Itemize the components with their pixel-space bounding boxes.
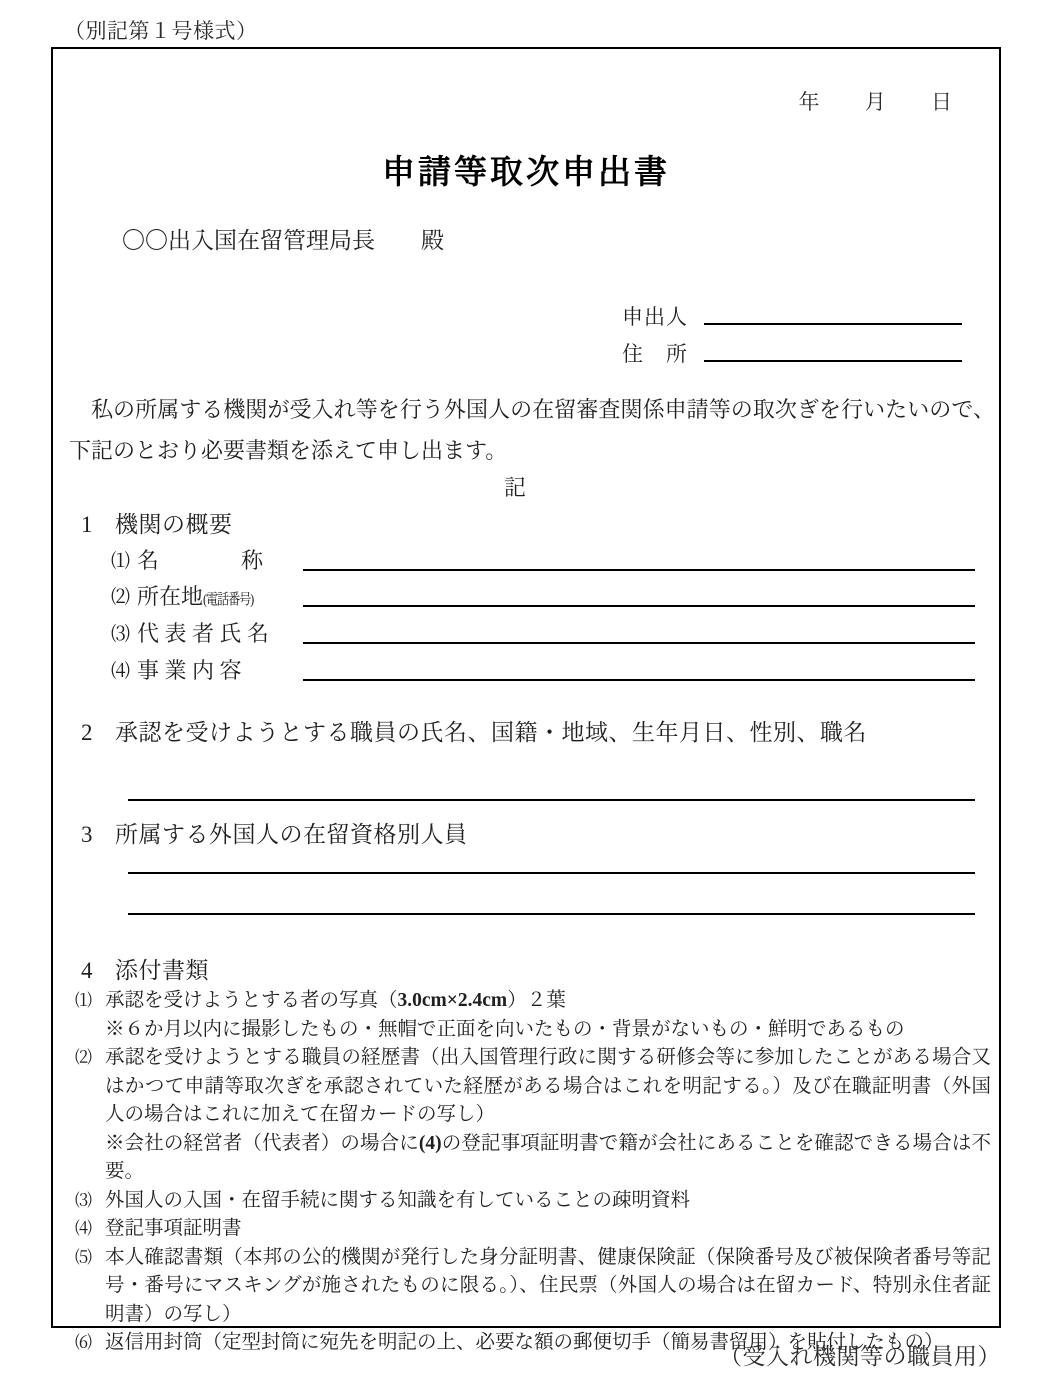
org-field-address-number: ⑵ bbox=[111, 587, 131, 609]
section-3-number: 3 bbox=[81, 822, 93, 847]
section-4-heading bbox=[81, 952, 209, 985]
section-3-input-rule-1[interactable] bbox=[128, 872, 975, 874]
attachment-item-1-marker: ⑴ bbox=[75, 991, 92, 1010]
org-field-name-label bbox=[137, 548, 303, 574]
section-4-title: 添付書類 bbox=[115, 958, 209, 983]
applicant-address-label: 住 所 bbox=[622, 341, 688, 366]
org-field-representative bbox=[111, 613, 975, 647]
date-year-label: 年 bbox=[798, 90, 821, 114]
org-field-address-input-rule[interactable] bbox=[303, 605, 975, 607]
org-field-business-label: 事 業 内 容 bbox=[137, 657, 242, 683]
org-field-address-phone-hint: (電話番号) bbox=[203, 591, 254, 608]
org-field-address-label bbox=[137, 584, 303, 610]
org-field-business-input-rule[interactable] bbox=[303, 679, 975, 681]
applicant-address-input-rule[interactable] bbox=[704, 360, 962, 362]
applicant-address-row bbox=[622, 329, 962, 366]
section-4-number: 4 bbox=[81, 958, 93, 983]
attachment-item-2 bbox=[75, 1044, 991, 1130]
attachment-list bbox=[75, 987, 991, 1358]
date-day-label: 日 bbox=[931, 90, 953, 114]
section-1-title: 機関の概要 bbox=[115, 512, 233, 537]
attachment-note-1: ※６か月以内に撮影したもの・無帽で正面を向いたもの・背景がないもの・鮮明であるもの bbox=[105, 1018, 905, 1040]
applicant-name-row bbox=[622, 292, 962, 329]
applicant-block bbox=[622, 292, 962, 366]
attachment-item-1-suffix: ）２葉 bbox=[507, 990, 566, 1011]
org-field-representative-input-rule[interactable] bbox=[303, 642, 975, 644]
attachment-item-4-text: 登記事項証明書 bbox=[105, 1218, 242, 1239]
attachment-item-5 bbox=[75, 1244, 991, 1330]
attachment-item-6-marker: ⑹ bbox=[75, 1333, 92, 1352]
org-field-address bbox=[111, 576, 975, 610]
attachment-note-2-reference: (4) bbox=[418, 1132, 442, 1154]
section-1-number: 1 bbox=[81, 512, 93, 537]
section-1-heading bbox=[81, 506, 233, 539]
attachment-note-2-suffix: の登記事項証明書で籍が会社にあることを確認できる場合は不要。 bbox=[105, 1132, 991, 1182]
page-title: 申請等取次申出書 bbox=[382, 152, 670, 191]
body-paragraph: 私の所属する機関が受入れ等を行う外国人の在留審査関係申請等の取次ぎを行いたいので、下記のとおり必要書類を添えて申し出ます。 bbox=[69, 397, 995, 463]
section-2-number: 2 bbox=[81, 720, 93, 745]
attachment-item-6-text: 返信用封筒（定型封筒に宛先を明記の上、必要な額の郵便切手（簡易書留用）を貼付したもの） bbox=[105, 1332, 944, 1353]
org-field-name-label-a: 名 bbox=[137, 547, 241, 573]
section-2-title: 承認を受けようとする職員の氏名、国籍・地域、生年月日、性別、職名 bbox=[115, 720, 867, 745]
org-field-name-input-rule[interactable] bbox=[303, 569, 975, 571]
org-field-name-number: ⑴ bbox=[111, 551, 131, 573]
attachment-item-1 bbox=[75, 987, 991, 1016]
attachment-item-5-text: 本人確認書類（本邦の公的機関が発行した身分証明書、健康保険証（保険番号及び被保険者番号等記号・番号にマスキングが施されたものに限る。）、住民票（外国人の場合は在留カード、特別永住者証明書）の写し） bbox=[105, 1246, 991, 1325]
org-field-address-label-main: 所在地 bbox=[137, 583, 204, 609]
form-sheet-content bbox=[53, 49, 999, 1353]
attachment-item-1-photo-size: 3.0cm×2.4cm bbox=[397, 990, 508, 1011]
attachment-item-2-marker: ⑵ bbox=[75, 1048, 92, 1067]
ki-mark: 記 bbox=[503, 475, 526, 500]
footer-note: （受入れ機関等の職員用） bbox=[719, 1344, 1001, 1369]
attachment-item-3-marker: ⑶ bbox=[75, 1190, 92, 1210]
attachment-item-3-text: 外国人の入国・在留手続に関する知識を有していることの疎明資料 bbox=[105, 1189, 691, 1211]
date-line bbox=[799, 86, 954, 116]
attachment-note-2 bbox=[75, 1130, 991, 1187]
attachment-item-3 bbox=[75, 1187, 991, 1216]
form-code-label: （別記第１号様式） bbox=[64, 19, 258, 43]
attachment-note-2-prefix: ※会社の経営者（代表者）の場合に bbox=[105, 1132, 419, 1154]
section-3-heading bbox=[81, 816, 468, 849]
attachment-item-2-text: 承認を受けようとする職員の経歴書（出入国管理行政に関する研修会等に参加したことがある場合又はかつて申請等取次ぎを承認されていた経歴がある場合はこれを明記する。）及び在職証明書（外国人の場合はこれに加えて在留カードの写し） bbox=[105, 1047, 991, 1125]
org-field-representative-number: ⑶ bbox=[111, 624, 131, 646]
addressee-line bbox=[122, 222, 444, 255]
date-month-label: 月 bbox=[864, 90, 887, 114]
org-field-representative-label: 代 表 者 氏 名 bbox=[137, 620, 270, 646]
addressee-honorific: 殿 bbox=[421, 228, 444, 253]
attachment-item-4 bbox=[75, 1215, 991, 1244]
section-2-input-rule-1[interactable] bbox=[128, 799, 975, 801]
addressee-office: 〇〇出入国在留管理局長 bbox=[122, 228, 375, 253]
attachment-item-5-marker: ⑸ bbox=[75, 1247, 92, 1267]
org-field-business-number: ⑷ bbox=[111, 661, 131, 683]
section-2-heading bbox=[81, 714, 867, 747]
applicant-name-input-rule[interactable] bbox=[704, 323, 962, 325]
attachment-item-4-marker: ⑷ bbox=[75, 1219, 92, 1238]
applicant-name-label: 申出人 bbox=[622, 304, 688, 329]
form-sheet-border bbox=[51, 47, 1001, 1353]
org-field-name bbox=[111, 540, 975, 574]
attachment-item-1-prefix: 承認を受けようとする者の写真（ bbox=[105, 990, 398, 1011]
section-3-title: 所属する外国人の在留資格別人員 bbox=[115, 822, 468, 847]
org-field-name-label-b: 称 bbox=[240, 547, 263, 573]
section-3-input-rule-2[interactable] bbox=[128, 913, 975, 915]
org-field-business bbox=[111, 650, 975, 684]
